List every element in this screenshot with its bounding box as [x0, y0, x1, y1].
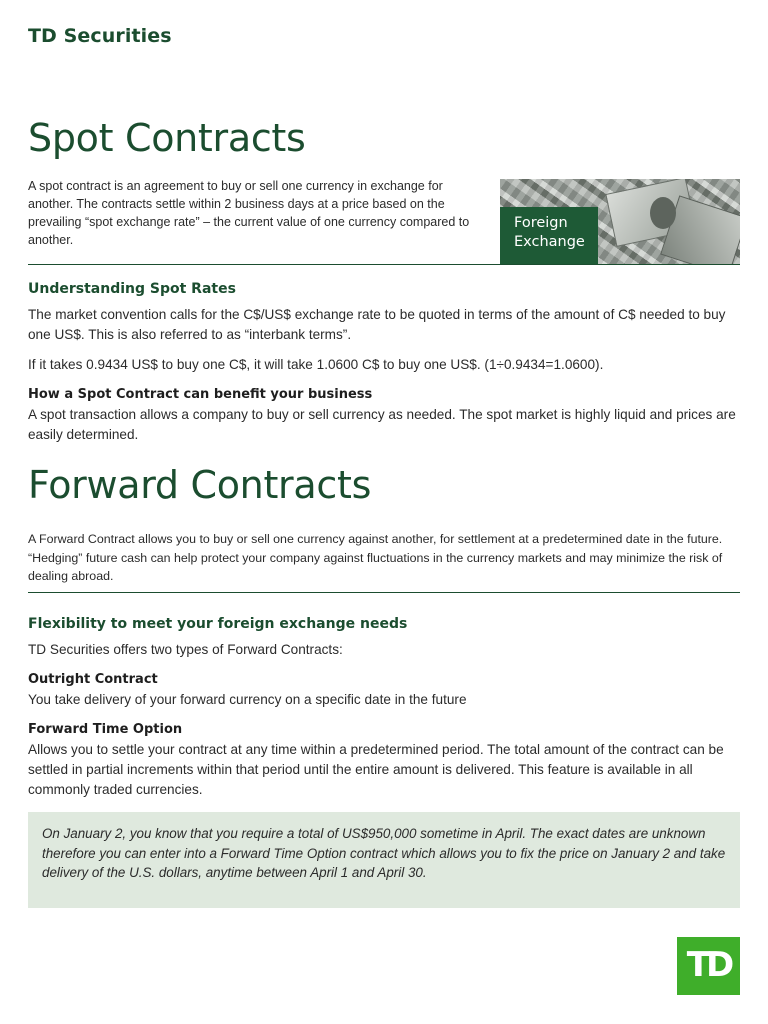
forward-time-option-text: Allows you to settle your contract at any time within a predetermined period. The total amount of the contract can be settled in partial increments within that period until the entire amount is delivered. This feature is available in all commonly traded currencies. — [28, 742, 724, 797]
brand-name: TD Securities — [28, 25, 172, 47]
flexibility-heading: Flexibility to meet your foreign exchange needs — [28, 616, 408, 632]
label-line-2: Exchange — [514, 234, 585, 250]
section-divider — [28, 592, 740, 593]
understanding-paragraph-1: The market convention calls for the C$/US$ exchange rate to be quoted in terms of the amount of C$ needed to buy one US$. This is also referred to as “interbank terms”. — [28, 307, 726, 342]
outright-contract-heading: Outright Contract — [28, 672, 158, 687]
outright-contract-text: You take delivery of your forward currency on a specific date in the future — [28, 692, 467, 707]
td-logo — [677, 937, 740, 995]
foreign-exchange-image — [500, 179, 740, 264]
example-callout — [28, 812, 740, 908]
spot-benefit-text: A spot transaction allows a company to buy or sell currency as needed. The spot market is highly liquid and prices are easily determined. — [28, 407, 736, 442]
spot-contracts-title: Spot Contracts — [28, 116, 306, 160]
understanding-paragraph-2: If it takes 0.9434 US$ to buy one C$, it will take 1.0600 C$ to buy one US$. (1÷0.9434=1.0600). — [28, 357, 604, 372]
example-text: On January 2, you know that you require a total of US$950,000 sometime in April. The exact dates are unknown therefore you can enter into a Forward Time Option contract which allows you to fix the price on January 2 and take delivery of the U.S. dollars, anytime between April 1 and April 30. — [42, 826, 726, 880]
forward-intro: A Forward Contract allows you to buy or sell one currency against another, for settlement at a predetermined date in the future. “Hedging” future cash can help protect your company against fluctuations in the currency markets and may minimize the risk of dealing abroad. — [28, 532, 723, 583]
td-logo-text: TD — [686, 945, 731, 985]
label-line-1: Foreign — [514, 215, 568, 231]
section-divider — [28, 264, 740, 265]
foreign-exchange-label — [500, 207, 598, 264]
forward-time-option-heading: Forward Time Option — [28, 722, 183, 737]
spot-intro: A spot contract is an agreement to buy or sell one currency in exchange for another. The contracts settle within 2 business days at a price based on the prevailing “spot exchange rate” – the current value of one currency compared to another. — [28, 179, 470, 247]
flexibility-text: TD Securities offers two types of Forward Contracts: — [28, 642, 343, 657]
forward-contracts-title: Forward Contracts — [28, 463, 372, 507]
portrait-graphic — [650, 197, 676, 229]
spot-benefit-heading: How a Spot Contract can benefit your business — [28, 387, 373, 402]
understanding-spot-rates-heading: Understanding Spot Rates — [28, 281, 236, 297]
